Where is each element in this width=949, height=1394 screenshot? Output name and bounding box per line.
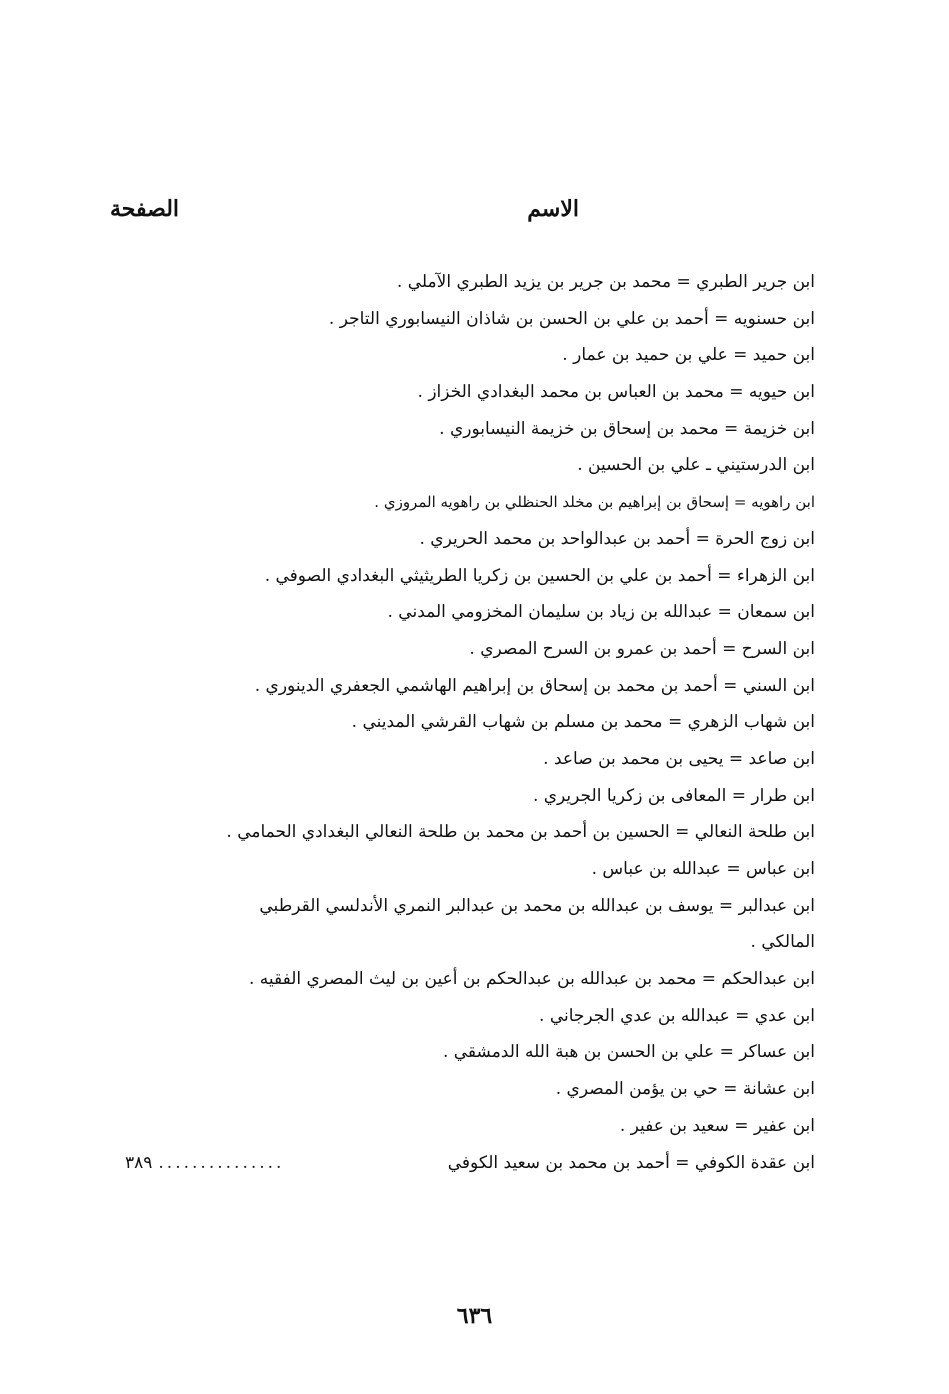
- index-entry: ابن طرار = المعافى بن زكريا الجريري .: [532, 785, 815, 806]
- index-entry: ابن جرير الطبري = محمد بن جرير بن يزيد الطبري الآملي .: [396, 272, 815, 292]
- dot-leader: ...............: [158, 1152, 285, 1173]
- index-entry: ابن الزهراء = أحمد بن علي بن الحسين بن زكريا الطريثيثي البغدادي الصوفي .: [264, 565, 815, 586]
- index-entry: ابن شهاب الزهري = محمد بن مسلم بن شهاب القرشي المديني .: [351, 712, 815, 733]
- wrapped-entry-line2: المالكي .: [750, 932, 815, 953]
- index-entry: ابن عباس = عبدالله بن عباس .: [591, 859, 815, 879]
- index-entry: ابن حسنويه = أحمد بن علي بن الحسن بن شاذان النيسابوري التاجر .: [328, 308, 815, 329]
- index-entry: ابن سمعان = عبدالله بن زياد بن سليمان المخزومي المدني .: [387, 602, 815, 623]
- page-number: ٦٣٦: [456, 1303, 493, 1329]
- index-entry: ابن طلحة النعالي = الحسين بن أحمد بن محمد بن طلحة النعالي البغدادي الحمامي .: [226, 822, 815, 843]
- index-entry: ابن السرح = أحمد بن عمرو بن السرح المصري .: [469, 638, 815, 659]
- page-column-header: الصفحة: [110, 196, 180, 222]
- index-entries: [125, 264, 815, 1181]
- index-entry: ابن عشانة = حي بن يؤمن المصري .: [555, 1079, 815, 1100]
- index-entry-wrapped: [125, 888, 815, 961]
- index-entry: ابن خزيمة = محمد بن إسحاق بن خزيمة النيسابوري .: [439, 418, 815, 439]
- wrapped-entry-line1: ابن عبدالبر = يوسف بن عبدالله بن محمد بن عبدالبر النمري الأندلسي القرطبي: [259, 895, 815, 916]
- entry-page-number: ٣٨٩: [125, 1152, 153, 1173]
- index-entry: ابن حميد = علي بن حميد بن عمار .: [562, 345, 815, 366]
- name-column-header: الاسم: [527, 196, 579, 222]
- index-entry: ابن حيويه = محمد بن العباس بن محمد البغدادي الخزاز .: [417, 382, 815, 403]
- index-entry: ابن عساكر = علي بن الحسن بن هبة الله الدمشقي .: [442, 1042, 815, 1063]
- index-entry: ابن السني = أحمد بن محمد بن إسحاق بن إبراهيم الهاشمي الجعفري الدينوري .: [254, 675, 815, 696]
- index-entry: ابن عفير = سعيد بن عفير .: [619, 1115, 815, 1136]
- index-entry: ابن عبدالحكم = محمد بن عبدالله بن عبدالحكم بن أعين بن ليث المصري الفقيه .: [248, 969, 815, 990]
- index-entry: ابن زوج الحرة = أحمد بن عبدالواحد بن محمد الحريري .: [419, 528, 815, 549]
- index-entry: ابن عدي = عبدالله بن عدي الجرجاني .: [539, 1005, 815, 1026]
- index-entry-with-page: [125, 1145, 815, 1182]
- last-entry-text: ابن عقدة الكوفي = أحمد بن محمد بن سعيد الكوفي: [447, 1152, 815, 1173]
- index-entry: ابن الدرستيني ـ علي بن الحسين .: [577, 455, 815, 476]
- index-entry: ابن راهويه = إسحاق بن إبراهيم بن مخلد الحنظلي بن راهويه المروزي .: [374, 493, 815, 512]
- index-entry: ابن صاعد = يحيى بن محمد بن صاعد .: [543, 748, 815, 769]
